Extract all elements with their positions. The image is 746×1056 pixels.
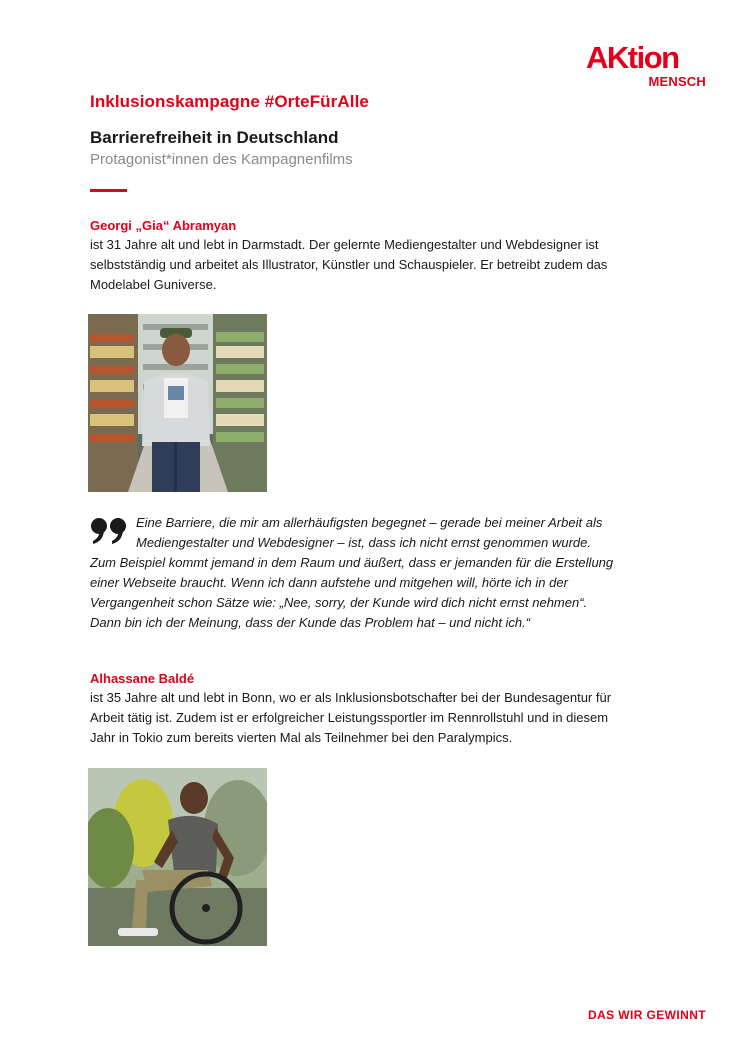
quote-abramyan — [90, 513, 620, 633]
person-bio-balde: ist 35 Jahre alt und lebt in Bonn, wo er als Inklusionsbotschafter bei der Bundesagentur für Arbeit tätig ist. Zudem ist er erfolgreicher Leistungssportler im Rennrollstuhl und in diesem Jahr in Tokio zum bereits vierten Mal als Teilnehmer bei den Paralympics. — [90, 690, 612, 745]
logo-line1: AKtion — [586, 40, 679, 75]
campaign-heading: Inklusionskampagne #OrteFürAlle — [90, 92, 369, 111]
person-bio-abramyan: ist 31 Jahre alt und lebt in Darmstadt. Der gelernte Mediengestalter und Webdesigner ist selbstständig und arbeitet als Illustrator, Künstler und Schauspieler. Er betreibt zudem das Modelabel Guniverse. — [90, 237, 608, 292]
photo-balde — [88, 768, 267, 946]
photo-abramyan — [88, 314, 267, 492]
footer-slogan: DAS WIR GEWINNT — [588, 1008, 706, 1022]
logo-line2: MENSCH — [648, 74, 706, 89]
page-title: Barrierefreiheit in Deutschland — [90, 128, 339, 147]
quote-mark-icon — [90, 517, 130, 545]
page-subtitle: Protagonist*innen des Kampagnenfilms — [90, 151, 353, 168]
aktion-mensch-logo — [586, 40, 708, 90]
person-name-balde: Alhassane Baldé — [90, 671, 195, 686]
quote-text: Eine Barriere, die mir am allerhäufigsten begegnet – gerade bei meiner Arbeit als Mediengestalter und Webdesigner – ist, dass ich nicht ernst genommen wurde. Zum Beispiel kommt jemand in dem Raum und äußert, dass er jemanden für die Erstellung einer Webseite braucht. Wenn ich dann aufstehe und mitgehen will, hörte ich in der Vergangenheit schon Sätze wie: „Nee, sorry, der Kunde wird dich nicht ernst nehmen“. Dann bin ich der Meinung, dass der Kunde das Problem hat – und nicht ich.“ — [90, 515, 614, 630]
person-name-abramyan: Georgi „Gia“ Abramyan — [90, 218, 237, 233]
accent-divider — [90, 189, 127, 192]
